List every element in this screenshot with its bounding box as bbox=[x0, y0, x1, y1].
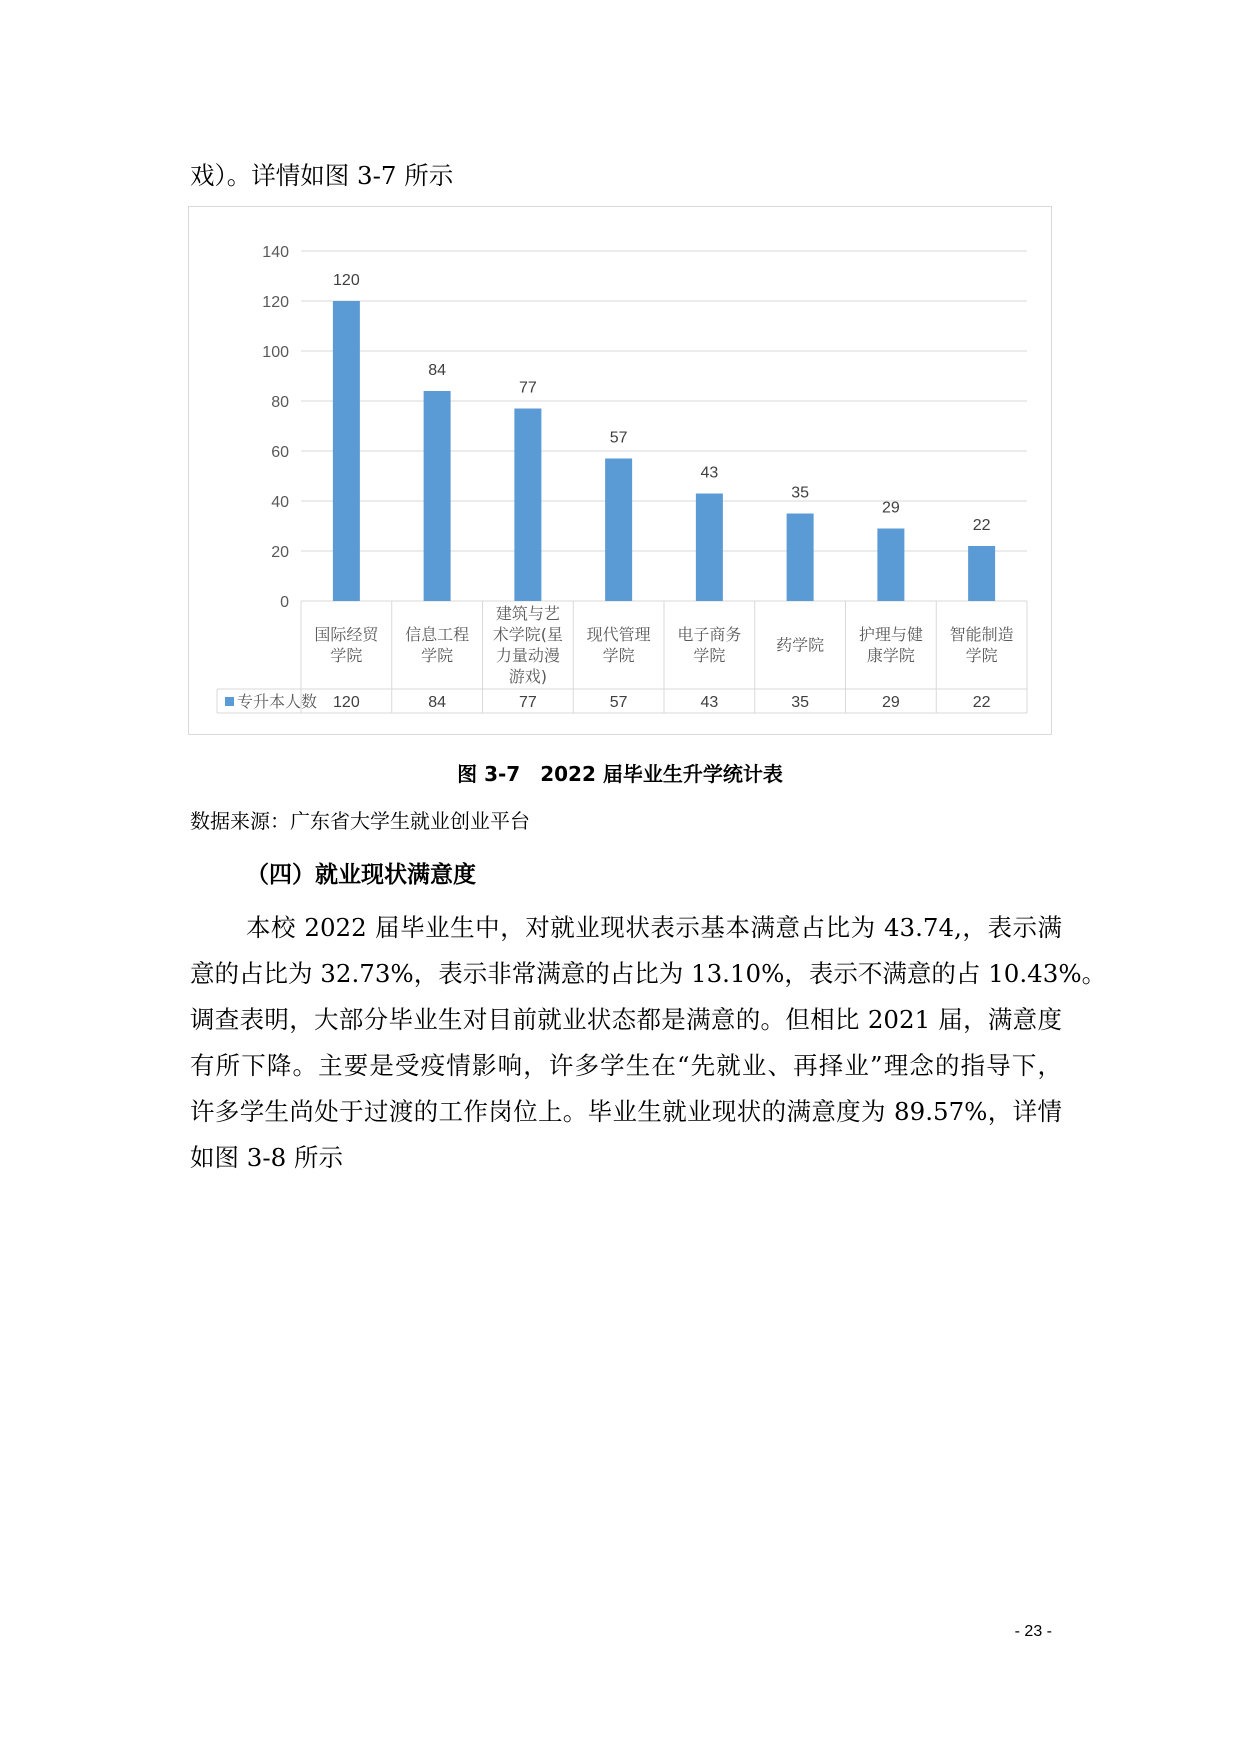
table-value: 77 bbox=[518, 694, 537, 711]
paragraph-line: 许多学生尚处于过渡的工作岗位上。毕业生就业现状的满意度为 89.57%，详情 bbox=[190, 1097, 1062, 1126]
y-tick-label: 60 bbox=[271, 444, 289, 461]
data-label: 35 bbox=[791, 484, 810, 502]
paragraph-line: 有所下降。主要是受疫情影响，许多学生在“先就业、再择业”理念的指导下， bbox=[190, 1051, 1062, 1080]
data-label: 84 bbox=[428, 362, 447, 379]
category-label: 药学院 bbox=[776, 635, 825, 655]
bar bbox=[514, 409, 541, 602]
category-label: 学院 bbox=[602, 646, 635, 665]
category-label: 建筑与艺 bbox=[495, 604, 560, 623]
category-label: 康学院 bbox=[866, 646, 915, 665]
y-tick-label: 80 bbox=[271, 394, 289, 411]
y-tick-label: 140 bbox=[262, 244, 289, 261]
category-label: 术学院(星 bbox=[492, 625, 563, 644]
bar bbox=[605, 459, 632, 602]
category-label: 智能制造 bbox=[949, 625, 1014, 644]
data-label: 120 bbox=[333, 272, 360, 289]
bar bbox=[333, 301, 360, 601]
category-label: 学院 bbox=[421, 646, 454, 665]
category-label: 现代管理 bbox=[586, 625, 651, 644]
category-label: 学院 bbox=[693, 646, 726, 665]
table-value: 43 bbox=[700, 694, 719, 711]
table-value: 35 bbox=[791, 694, 810, 711]
legend-label: 专升本人数 bbox=[237, 692, 318, 711]
data-source: 数据来源：广东省大学生就业创业平台 bbox=[190, 809, 530, 833]
legend-key bbox=[225, 697, 234, 706]
bar bbox=[968, 546, 995, 601]
table-value: 84 bbox=[428, 694, 447, 711]
category-label: 力量动漫 bbox=[495, 646, 560, 665]
y-tick-label: 0 bbox=[280, 594, 289, 611]
chart-svg bbox=[189, 207, 1053, 736]
intro-line: 戏）。详情如图 3-7 所示 bbox=[190, 161, 454, 190]
paragraph-line: 如图 3-8 所示 bbox=[190, 1143, 344, 1172]
bar bbox=[424, 391, 451, 601]
bar bbox=[787, 514, 814, 602]
data-label: 29 bbox=[881, 499, 900, 517]
y-tick-label: 40 bbox=[271, 494, 289, 511]
data-label: 22 bbox=[972, 517, 991, 534]
category-label: 护理与健 bbox=[858, 625, 923, 644]
figure-caption: 图 3-7 2022 届毕业生升学统计表 bbox=[457, 762, 783, 786]
category-label: 电子商务 bbox=[677, 625, 742, 644]
y-tick-label: 100 bbox=[262, 344, 289, 361]
category-label: 国际经贸 bbox=[314, 625, 379, 644]
category-label: 信息工程 bbox=[405, 625, 470, 644]
y-tick-label: 120 bbox=[262, 294, 289, 311]
bar bbox=[696, 494, 723, 602]
table-value: 29 bbox=[881, 694, 900, 711]
data-label: 57 bbox=[609, 429, 628, 447]
category-label: 游戏) bbox=[508, 667, 547, 686]
paragraph-line: 本校 2022 届毕业生中，对就业现状表示基本满意占比为 43.74,，表示满 bbox=[246, 913, 1062, 942]
section-heading: （四）就业现状满意度 bbox=[246, 862, 476, 888]
page-number: - 23 - bbox=[1014, 1623, 1052, 1640]
bar-chart bbox=[188, 206, 1052, 735]
data-label: 77 bbox=[518, 379, 537, 397]
table-value: 22 bbox=[972, 694, 991, 711]
category-label: 学院 bbox=[965, 646, 998, 665]
data-label: 43 bbox=[700, 464, 719, 482]
paragraph-line: 意的占比为 32.73%，表示非常满意的占比为 13.10%，表示不满意的占 10.43%。 bbox=[190, 959, 1107, 988]
y-tick-label: 20 bbox=[271, 544, 289, 561]
bar bbox=[877, 529, 904, 602]
paragraph-line: 调查表明，大部分毕业生对目前就业状态都是满意的。但相比 2021 届，满意度 bbox=[190, 1005, 1062, 1034]
category-label: 学院 bbox=[330, 646, 363, 665]
table-value: 57 bbox=[609, 694, 628, 711]
table-value: 120 bbox=[333, 694, 360, 711]
body-paragraph bbox=[190, 905, 1107, 1181]
